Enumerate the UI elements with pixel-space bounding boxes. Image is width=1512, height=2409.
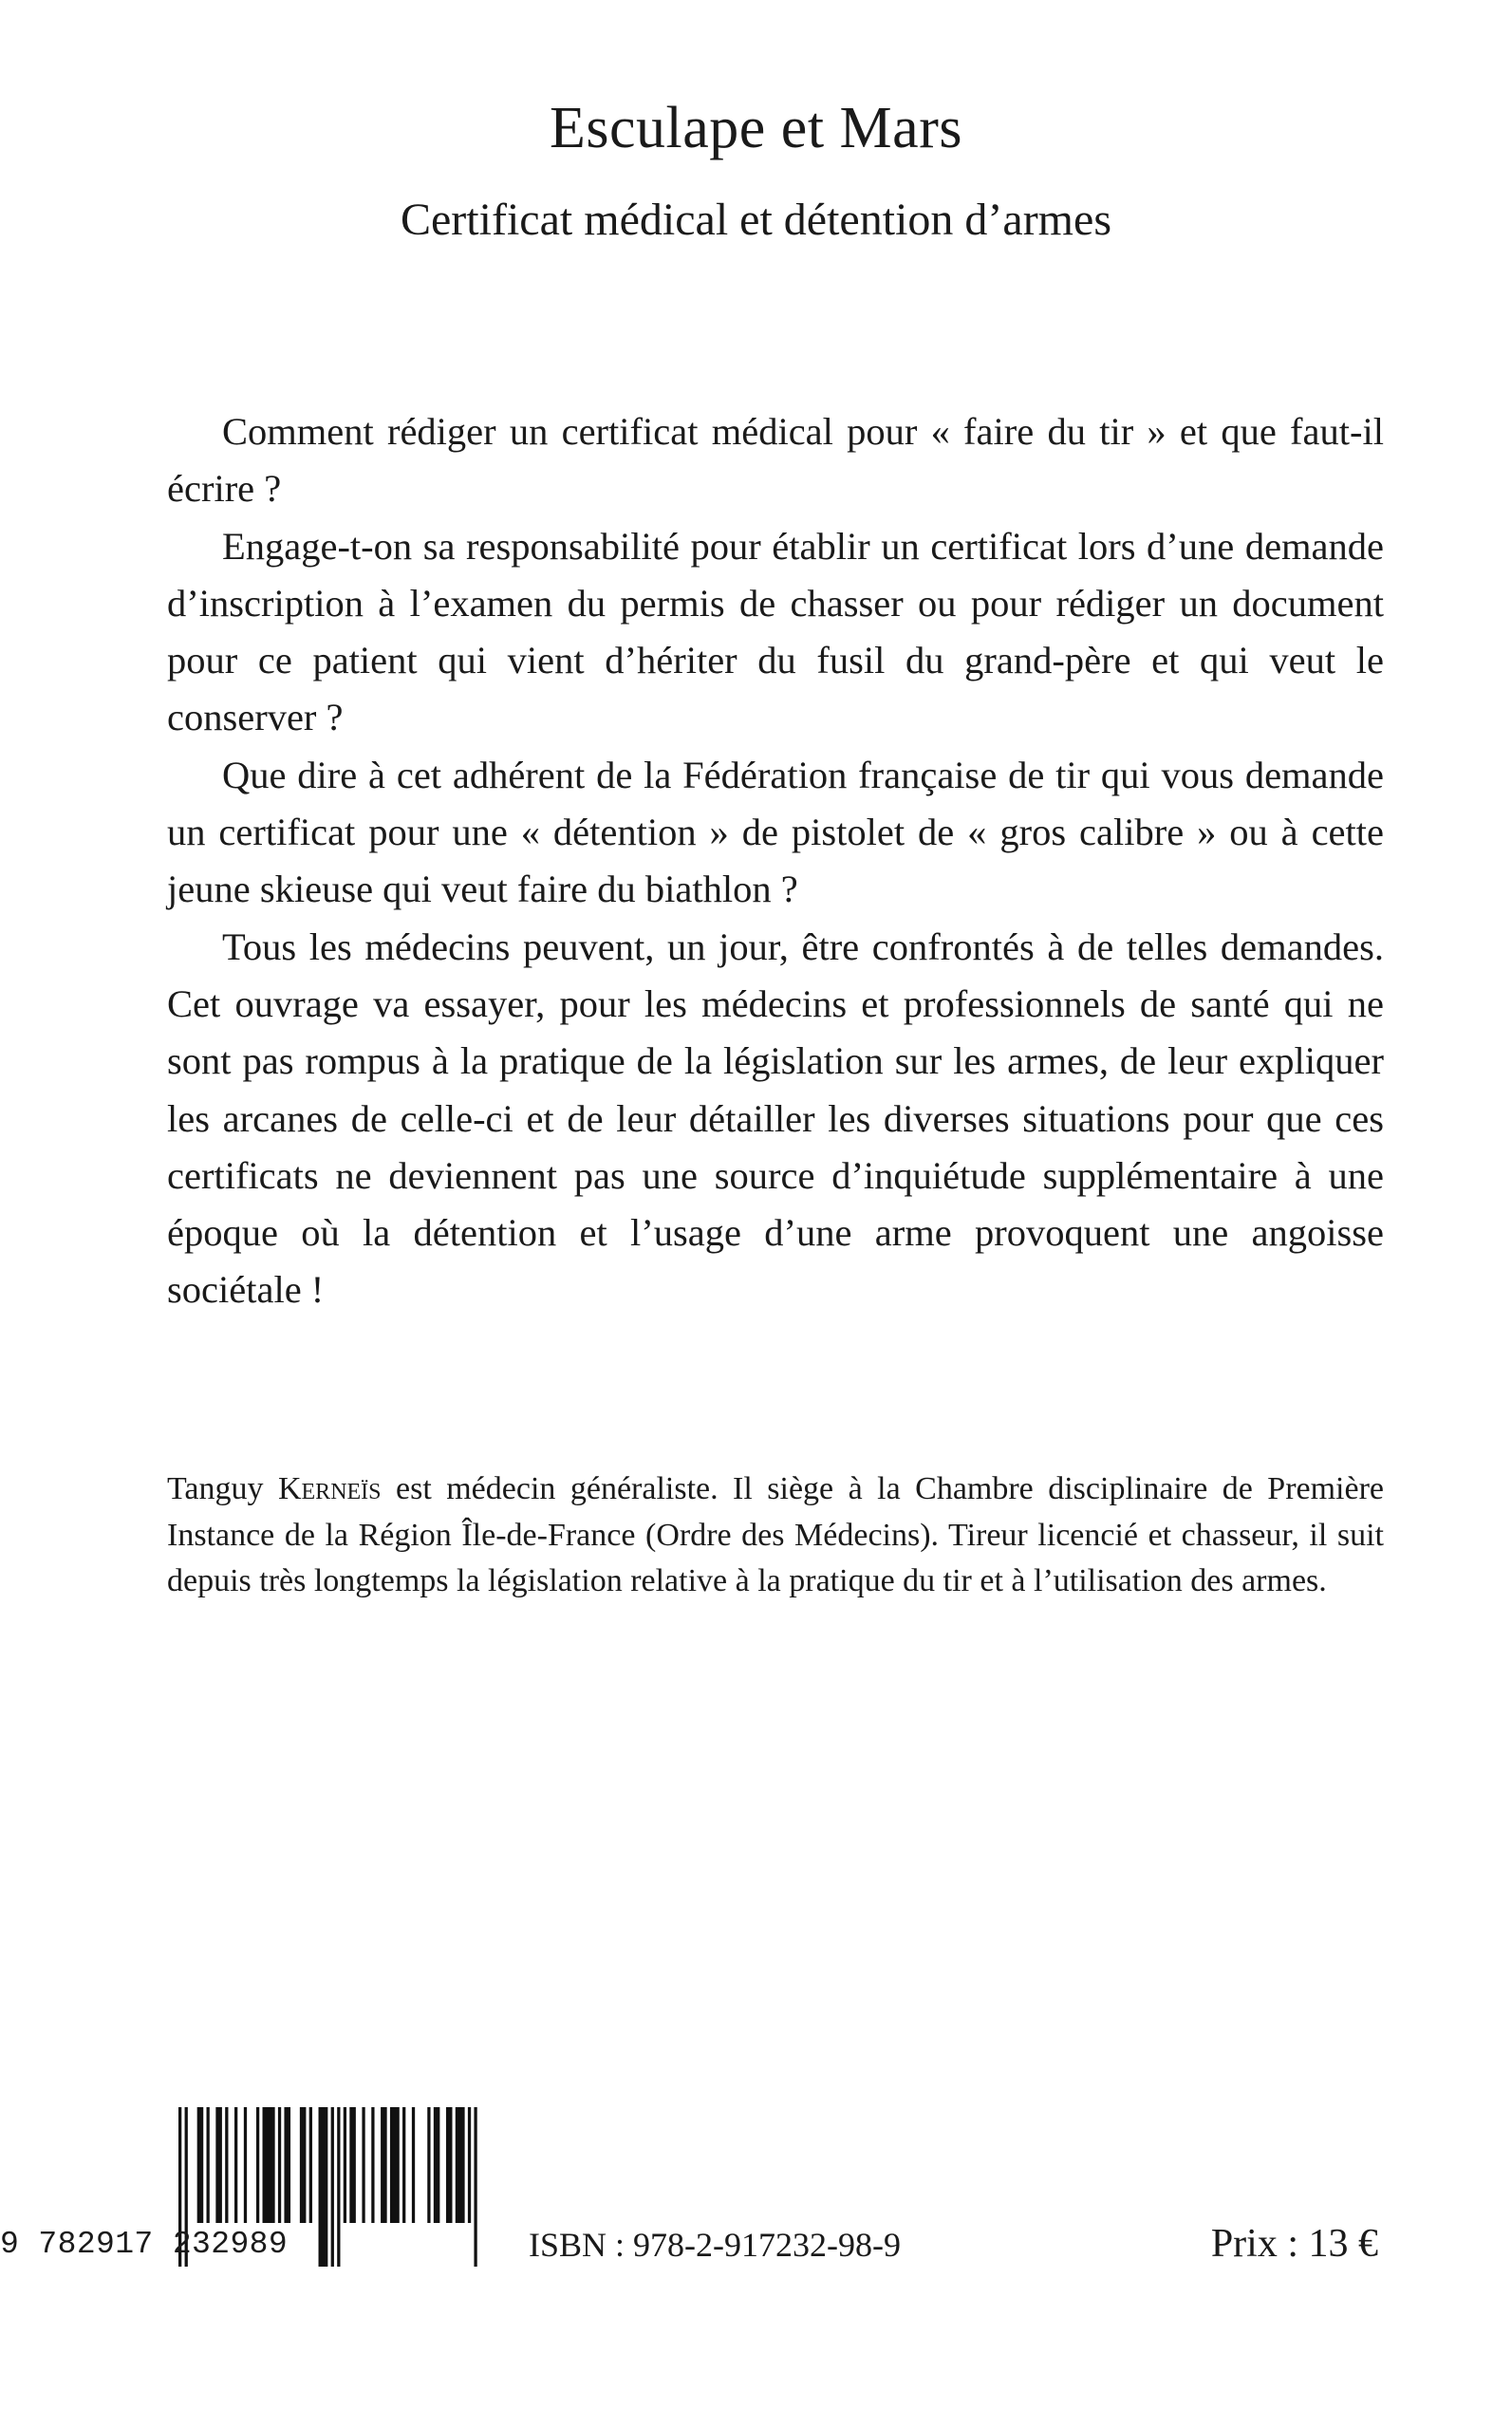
author-bio-text: est médecin généraliste. Il siège à la Chambre disciplinaire de Première Instance de la Région Île-de-France (Ordre des Médecins). Tireur licencié et chasseur, il suit depuis très longtemps la législation relative à la pratique du tir et à l’utilisation des armes.	[167, 1471, 1385, 1598]
barcode-bar	[412, 2107, 415, 2223]
blurb-paragraph: Engage-t-on sa responsabilité pour établir un certificat lors d’une demande d’inscription à l’examen du permis de chasser ou pour rédiger un document pour ce patient qui vient d’hériter du fusil du grand-père et qui veut le conserver ?	[167, 524, 1384, 739]
blurb-paragraph: Que dire à cet adhérent de la Fédération française de tir qui vous demande un certificat pour une « détention » de pistolet de « gros calibre » ou à cette jeune skieuse qui veut faire du biathlon ?	[167, 753, 1384, 911]
author-last-name: Kerneïs	[277, 1471, 382, 1506]
barcode-bar	[284, 2107, 290, 2223]
book-title: Esculape et Mars	[550, 96, 962, 160]
barcode-bar	[225, 2107, 228, 2223]
barcode-bar	[427, 2107, 430, 2223]
blurb-paragraph: Tous les médecins peuvent, un jour, être confrontés à de telles demandes. Cet ouvrage va essayer, pour les médecins et professionnels de santé qui ne sont pas rompus à la pratique de la législation sur les armes, de leur expliquer les arcanes de celle-ci et de leur détailler les diverses situations pour que ces certificats ne deviennent pas une source d’inquiétude supplémentaire à une époque où la détention et l’usage d’une arme provoquent une angoisse sociétale !	[167, 924, 1384, 1312]
barcode-bar	[456, 2107, 465, 2223]
barcode-bar	[263, 2107, 275, 2223]
barcode-bar	[244, 2107, 247, 2223]
barcode-bar	[402, 2107, 405, 2223]
price: Prix : 13 €	[1210, 2222, 1378, 2266]
barcode-bar	[207, 2107, 210, 2223]
barcode-bar	[278, 2107, 281, 2223]
barcode-bar	[349, 2107, 356, 2223]
barcode-bar	[371, 2107, 374, 2223]
barcode-bar	[446, 2107, 453, 2223]
author-bio	[167, 1466, 1384, 1605]
barcode-bar	[362, 2107, 364, 2223]
barcode-bar	[468, 2107, 471, 2223]
barcode-bar	[434, 2107, 440, 2223]
isbn: ISBN : 978-2-917232-98-9	[529, 2226, 901, 2264]
barcode-bar	[381, 2107, 387, 2223]
barcode-bar	[300, 2107, 307, 2223]
barcode-bar	[390, 2107, 400, 2223]
barcode-bar	[215, 2107, 222, 2223]
barcode-bar	[197, 2107, 204, 2223]
barcode-bar	[344, 2107, 346, 2223]
back-cover-blurb	[167, 403, 1384, 1319]
barcode-bar	[234, 2107, 237, 2223]
blurb-paragraph: Comment rédiger un certificat médical pour « faire du tir » et que faut-il écrire ?	[167, 410, 1384, 511]
barcode-digits: 9 782917 232989	[0, 2227, 289, 2262]
barcode-bar	[256, 2107, 259, 2223]
book-subtitle: Certificat médical et détention d’armes	[400, 195, 1111, 245]
barcode-bar	[309, 2107, 312, 2223]
author-first-name: Tanguy	[167, 1471, 264, 1506]
